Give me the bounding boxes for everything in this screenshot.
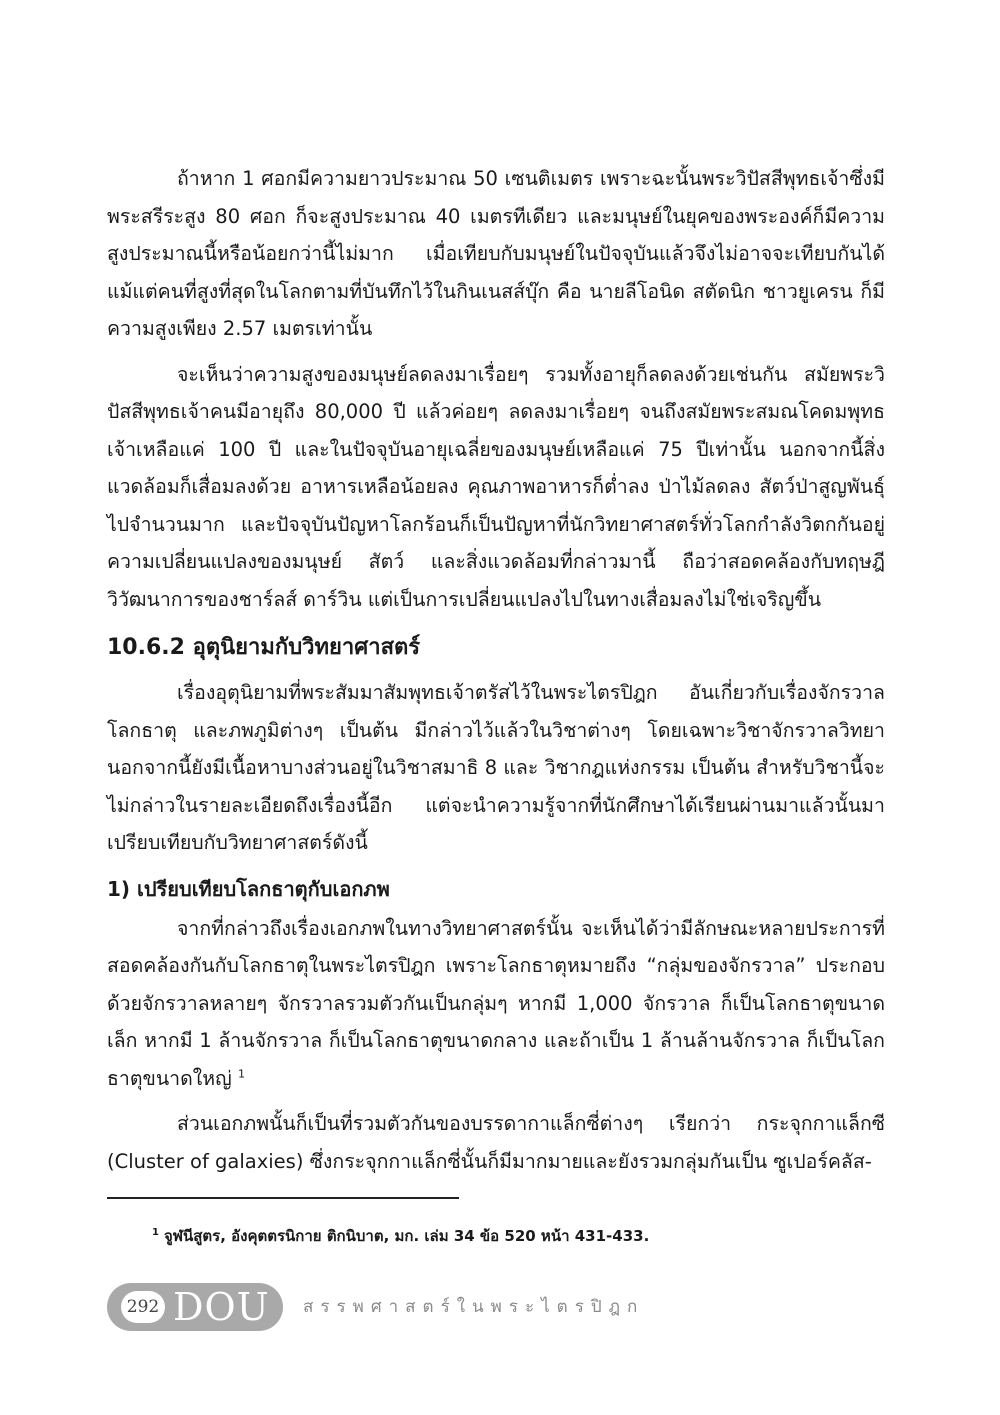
footnote-divider <box>107 1197 459 1199</box>
paragraph-4-text: จากที่กล่าวถึงเรื่องเอกภพในทางวิทยาศาสตร์นั้น จะเห็นได้ว่ามีลักษณะหลายประการที่สอดคล้องกันกับโลกธาตุในพระไตรปิฎก เพราะโลกธาตุหมายถึง “กลุ่มของจักรวาล” ประกอบด้วยจักรวาลหลายๆ จักรวาลรวมตัวกันเป็นกลุ่มๆ หากมี 1,000 จักรวาล ก็เป็นโลกธาตุขนาดเล็ก หากมี 1 ล้านจักรวาล ก็เป็นโลกธาตุขนาดกลาง และถ้าเป็น 1 ล้านล้านจักรวาล ก็เป็นโลกธาตุขนาดใหญ่ <box>107 916 885 1090</box>
footnote-number: 1 <box>152 1227 159 1238</box>
paragraph-2: จะเห็นว่าความสูงของมนุษย์ลดลงมาเรื่อยๆ รวมทั้งอายุก็ลดลงด้วยเช่นกัน สมัยพระวิปัสสีพุทธเจ้าคนมีอายุถึง 80,000 ปี แล้วค่อยๆ ลดลงมาเรื่อยๆ จนถึงสมัยพระสมณโคดมพุทธเจ้าเหลือแค่ 100 ปี และในปัจจุบันอายุเฉลี่ยของมนุษย์เหลือแค่ 75 ปีเท่านั้น นอกจากนี้สิ่งแวดล้อมก็เสื่อมลงด้วย อาหารเหลือน้อยลง คุณภาพอาหารก็ต่ำลง ป่าไม้ลดลง สัตว์ป่าสูญพันธุ์ไปจำนวนมาก และปัจจุบันปัญหาโลกร้อนก็เป็นปัญหาที่นักวิทยาศาสตร์ทั่วโลกกำลังวิตกกันอยู่ ความเปลี่ยนแปลงของมนุษย์ สัตว์ และสิ่งแวดล้อมที่กล่าวมานี้ ถือว่าสอดคล้องกับทฤษฎีวิวัฒนาการของชาร์ลส์ ดาร์วิน แต่เป็นการเปลี่ยนแปลงไปในทางเสื่อมลงไม่ใช่เจริญขึ้น <box>107 362 885 611</box>
footnote <box>152 1222 852 1247</box>
footnote-text: จูฬนีสูตร, อังคุตตรนิกาย ติกนิบาต, มก. เล่ม 34 ข้อ 520 หน้า 431-433. <box>163 1227 650 1245</box>
page-footer <box>107 1283 707 1333</box>
footer-badge <box>107 1283 283 1331</box>
paragraph-3: เรื่องอุตุนิยามที่พระสัมมาสัมพุทธเจ้าตรัสไว้ในพระไตรปิฎก อันเกี่ยวกับเรื่องจักรวาลโลกธาตุ และภพภูมิต่างๆ เป็นต้น มีกล่าวไว้แล้วในวิชาต่างๆ โดยเฉพาะวิชาจักรวาลวิทยานอกจากนี้ยังมีเนื้อหาบางส่วนอยู่ในวิชาสมาธิ 8 และ วิชากฎแห่งกรรม เป็นต้น สำหรับวิชานี้จะไม่กล่าวในรายละเอียดถึงเรื่องนี้อีก แต่จะนำความรู้จากที่นักศึกษาได้เรียนผ่านมาแล้วนั้นมาเปรียบเทียบกับวิทยาศาสตร์ดังนี้ <box>107 681 885 854</box>
footnote-reference: 1 <box>237 1067 245 1080</box>
section-heading: 10.6.2 อุตุนิยามกับวิทยาศาสตร์ <box>107 635 421 660</box>
subsection-heading: 1) เปรียบเทียบโลกธาตุกับเอกภพ <box>107 876 390 901</box>
brand-logo: DOU <box>173 1285 270 1329</box>
page-number: 292 <box>121 1291 165 1323</box>
paragraph-1: ถ้าหาก 1 ศอกมีความยาวประมาณ 50 เซนติเมตร เพราะฉะนั้นพระวิปัสสีพุทธเจ้าซึ่งมีพระสรีระสูง 80 ศอก ก็จะสูงประมาณ 40 เมตรทีเดียว และมนุษย์ในยุคของพระองค์ก็มีความสูงประมาณนี้หรือน้อยกว่านี้ไม่มาก เมื่อเทียบกับมนุษย์ในปัจจุบันแล้วจึงไม่อาจจะเทียบกันได้ แม้แต่คนที่สูงที่สุดในโลกตามที่บันทึกไว้ในกินเนสส์บุ๊ก คือ นายลีโอนิด สตัดนิก ชาวยูเครน ก็มีความสูงเพียง 2.57 เมตรเท่านั้น <box>107 167 885 340</box>
paragraph-4 <box>107 910 885 1098</box>
book-title: สรรพศาสตร์ในพระไตรปิฎก <box>303 1297 645 1317</box>
paragraph-5: ส่วนเอกภพนั้นก็เป็นที่รวมตัวกันของบรรดากาแล็กซี่ต่างๆ เรียกว่า กระจุกกาแล็กซี (Cluster of galaxies) ซึ่งกระจุกกาแล็กซี่นั้นก็มีมากมายและยังรวมกลุ่มกันเป็น ซูเปอร์คลัส- <box>107 1112 885 1173</box>
main-text <box>107 160 885 1188</box>
